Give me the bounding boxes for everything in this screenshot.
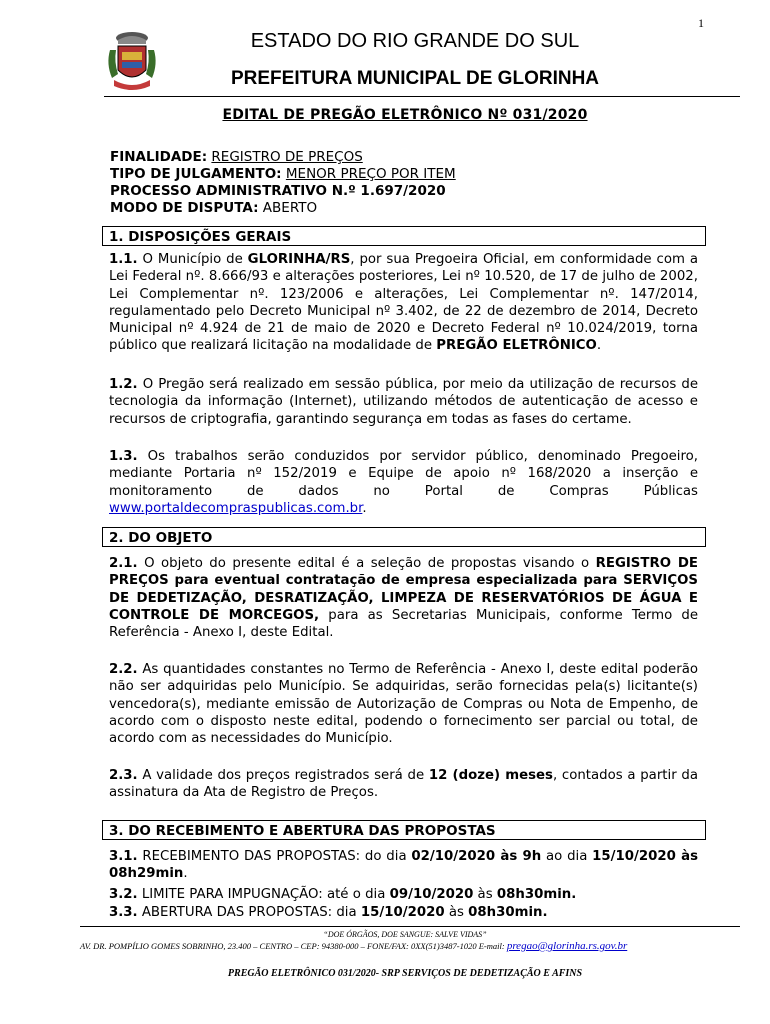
- text-run: O objeto do presente edital é a seleção de propostas visando o: [137, 556, 596, 571]
- text-run: O Pregão será realizado em sessão pública, por meio da utilização de recursos de tecnologia da informação (Internet), utilizando métodos de autenticação de acesso e recursos de criptografia, garantindo segurança em todas as fases do certame.: [109, 377, 698, 427]
- text-run: às: [473, 887, 497, 902]
- paragraph-number: 3.2.: [109, 887, 138, 902]
- prefeitura-name: PREFEITURA MUNICIPAL DE GLORINHA: [230, 68, 600, 89]
- document-title: EDITAL DE PREGÃO ELETRÔNICO Nº 031/2020: [222, 107, 588, 123]
- text-run: , contados a partir da assinatura da Ata de Registro de Preços.: [109, 768, 698, 801]
- section-heading-3: 3. DO RECEBIMENTO E ABERTURA DAS PROPOSTAS: [102, 820, 706, 840]
- paragraph-number: 3.3.: [109, 905, 138, 920]
- meta-disputa: [110, 200, 317, 217]
- bold-run: 08h30min.: [496, 887, 577, 902]
- paragraph-number: 2.2.: [109, 662, 138, 677]
- bold-run: 09/10/2020: [389, 887, 474, 902]
- disputa-label: MODO DE DISPUTA:: [110, 200, 259, 216]
- page-number: 1: [698, 16, 704, 30]
- bold-run: REGISTRO DE PREÇOS para eventual contratação de empresa especializada para SERVIÇOS DE DEDETIZAÇÃO, DESRATIZAÇÃO, LIMPEZA DE RESERVATÓRIOS DE ÁGUA E CONTROLE DE MORCEGOS,: [109, 556, 698, 623]
- text-run: O Município de: [137, 252, 248, 267]
- bold-run: 15/10/2020 às 08h29min: [109, 849, 699, 882]
- text-run: ABERTURA DAS PROPOSTAS: dia: [137, 905, 361, 920]
- paragraph-number: 1.1.: [109, 252, 138, 267]
- footer-motto: “DOE ÓRGÃOS, DOE SANGUE: SALVE VIDAS”: [323, 930, 487, 939]
- text-run: RECEBIMENTO DAS PROPOSTAS: do dia: [137, 849, 412, 864]
- meta-processo: [110, 183, 446, 200]
- bold-run: GLORINHA/RS: [247, 252, 351, 267]
- paragraph-2-3: [109, 767, 698, 802]
- text-run: Os trabalhos serão conduzidos por servidor público, denominado Pregoeiro, mediante Portaria nº 152/2019 e Equipe de apoio nº 168/2020 a inserção e monitoramento de dados no Portal de Compras Públicas: [109, 449, 698, 499]
- paragraph-number: 1.2.: [109, 377, 138, 392]
- footer-document-reference: PREGÃO ELETRÔNICO 031/2020- SRP SERVIÇOS DE DEDETIZAÇÃO E AFINS: [227, 968, 583, 979]
- text-run: .: [596, 338, 602, 354]
- email-link[interactable]: pregao@glorinha.rs.gov.br: [506, 940, 628, 952]
- paragraph-3-3: [109, 904, 698, 921]
- section-heading-2: 2. DO OBJETO: [102, 527, 706, 547]
- text-run: às: [444, 905, 469, 920]
- text-run: , por sua Pregoeira Oficial, em conformidade com a Lei Federal nº. 8.666/93 e alterações posteriores, Lei nº 10.520, de 17 de julho de 2002, Lei Complementar nº. 123/2006 e alterações, Lei Complementar nº. 147/2014, regulamentado pelo Decreto Municipal nº 3.402, de 22 de dezembro de 2014, Decreto Municipal nº 4.924 de 21 de maio de 2020 e Decreto Federal nº 10.024/2019, torna público que realizará licitação na modalidade de: [109, 252, 698, 354]
- finalidade-label: FINALIDADE:: [110, 149, 208, 165]
- bold-run: 12 (doze) meses: [428, 768, 553, 783]
- paragraph-3-2: [109, 886, 698, 903]
- meta-finalidade: [110, 149, 363, 166]
- julgamento-label: TIPO DE JULGAMENTO:: [110, 166, 282, 182]
- paragraph-number: 2.1.: [109, 556, 138, 571]
- section-heading-1: 1. DISPOSIÇÕES GERAIS: [102, 226, 706, 246]
- text-run: As quantidades constantes no Termo de Referência - Anexo I, deste edital poderão não ser adquiridas pelo Município. Se adquiridas, serão fornecidas pela(s) licitante(s) vencedora(s), mediante emissão de Autorização de Compras ou Nota de Empenho, de acordo com o disposto neste edital, podendo o fornecimento ser parcial ou total, de acordo com as necessidades do Município.: [109, 662, 698, 747]
- header-divider: [104, 96, 740, 97]
- paragraph-number: 2.3.: [109, 768, 138, 783]
- processo-text: PROCESSO ADMINISTRATIVO N.º 1.697/2020: [110, 183, 446, 199]
- paragraph-1-3: [109, 448, 698, 517]
- footer-divider: [80, 926, 740, 927]
- text-run: LIMITE PARA IMPUGNAÇÃO: até o dia: [137, 887, 390, 902]
- text-run: .: [362, 500, 367, 516]
- text-run: ao dia: [541, 849, 593, 864]
- footer-address: [80, 940, 627, 952]
- paragraph-number: 1.3.: [109, 449, 138, 464]
- text-run: .: [183, 866, 188, 882]
- disputa-value: ABERTO: [262, 200, 318, 216]
- paragraph-3-1: [109, 848, 698, 883]
- finalidade-value: REGISTRO DE PREÇOS: [211, 149, 363, 165]
- bold-run: 08h30min.: [468, 905, 548, 920]
- paragraph-2-2: [109, 661, 698, 747]
- state-name: ESTADO DO RIO GRANDE DO SUL: [250, 30, 580, 52]
- paragraph-1-2: [109, 376, 698, 428]
- text-run: A validade dos preços registrados será de: [137, 768, 429, 783]
- paragraph-1-1: [109, 251, 698, 355]
- bold-run: 02/10/2020 às 9h: [411, 849, 542, 864]
- bold-run: 15/10/2020: [360, 905, 445, 920]
- paragraph-number: 3.1.: [109, 849, 138, 864]
- text-run: para as Secretarias Municipais, conforme Termo de Referência - Anexo I, deste Edital.: [109, 607, 699, 641]
- portal-link[interactable]: www.portaldecompraspublicas.com.br: [109, 500, 363, 516]
- address-text: AV. DR. POMPÍLIO GOMES SOBRINHO, 23.400 – CENTRO – CEP: 94380-000 – FONE/FAX: 0XX(51)3487-1020 E-mail:: [80, 941, 507, 951]
- paragraph-2-1: [109, 555, 698, 641]
- meta-julgamento: [110, 166, 456, 183]
- julgamento-value: MENOR PREÇO POR ITEM: [285, 166, 456, 182]
- bold-run: PREGÃO ELETRÔNICO: [436, 338, 597, 354]
